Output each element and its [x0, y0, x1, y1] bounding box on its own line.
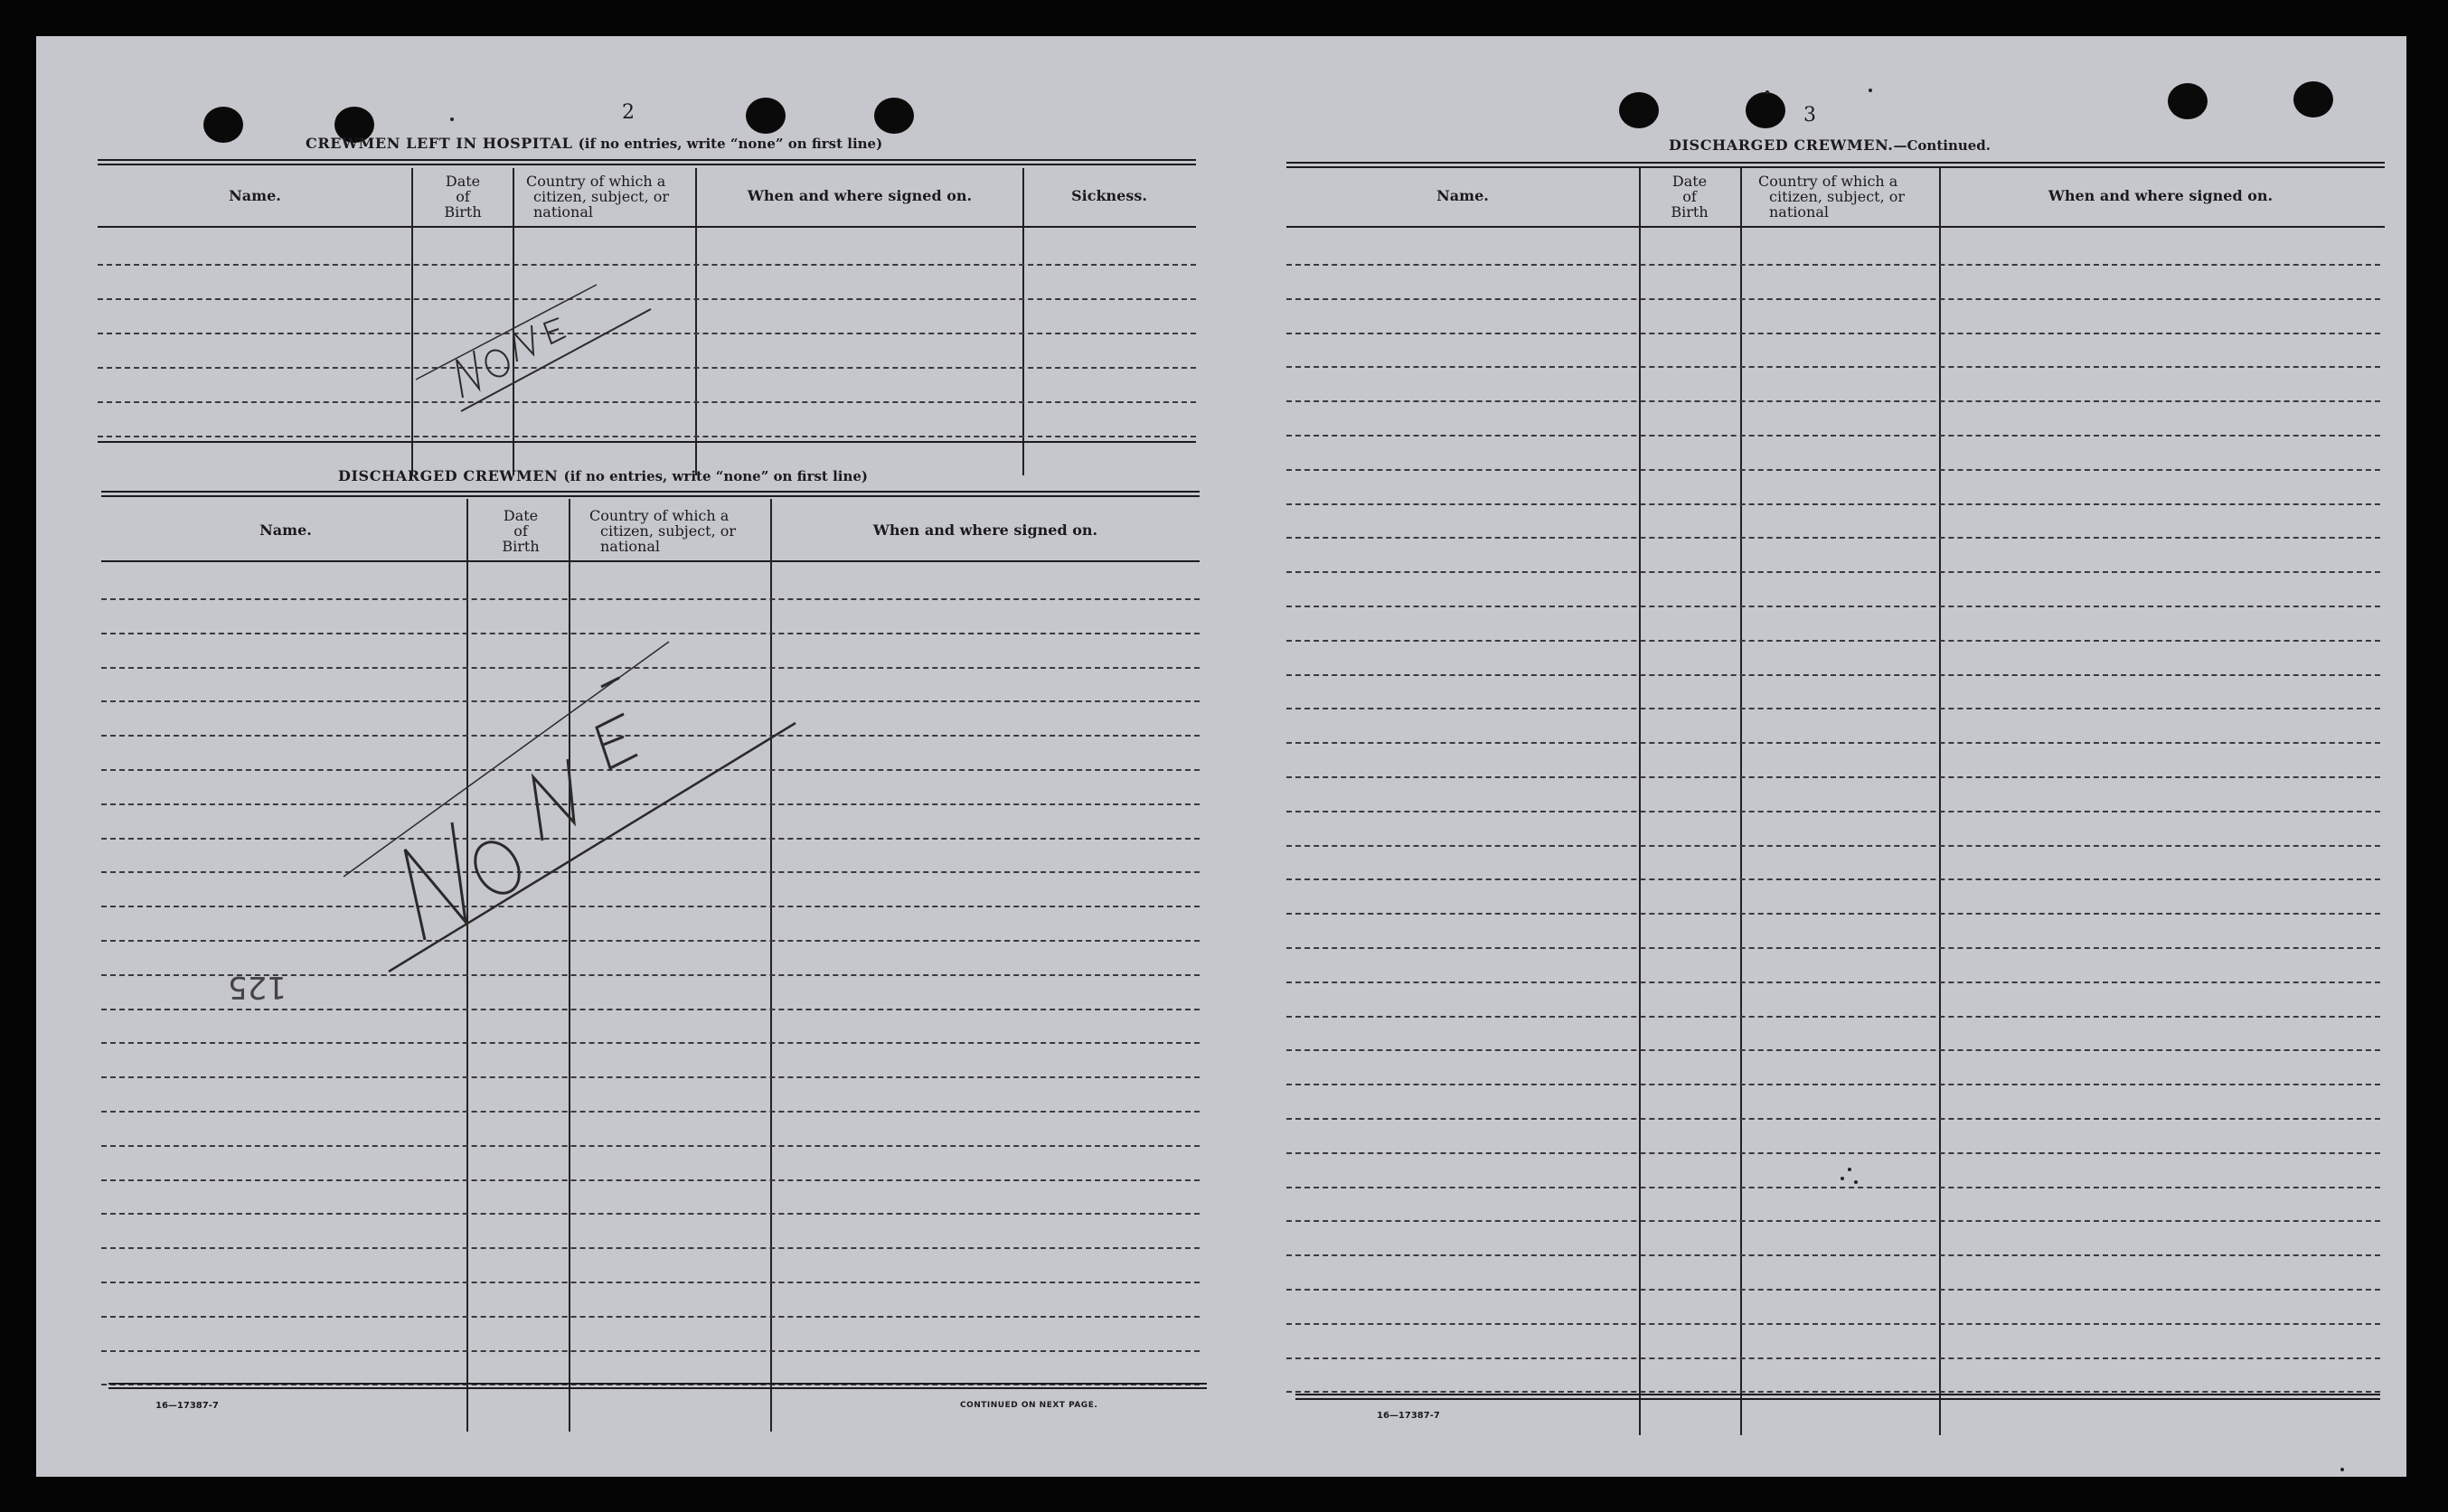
col-country-header: [571, 508, 772, 554]
ruled-line: [1286, 708, 2380, 709]
col-country-line: Country of which a: [1758, 173, 1898, 190]
ink-speck: [1854, 1180, 1858, 1184]
ruled-line: [1286, 264, 2380, 266]
ink-speck: [1841, 1177, 1844, 1180]
bottom-rule: [98, 441, 1196, 443]
handwritten-none-mark: [380, 253, 669, 434]
col-country-line: national: [1769, 203, 1829, 221]
column-divider: [1740, 168, 1742, 1435]
ruled-line: [1286, 1049, 2380, 1051]
ruled-line: [1286, 1152, 2380, 1154]
punch-hole: [203, 107, 243, 143]
ruled-line: [1286, 1289, 2380, 1291]
col-sickness-header: Sickness.: [1071, 187, 1147, 204]
ruled-line: [1286, 1254, 2380, 1256]
col-dob-header: [470, 508, 571, 554]
ruled-line: [101, 1213, 1200, 1215]
ruled-line: [1286, 1084, 2380, 1085]
ruled-line: [1286, 1323, 2380, 1325]
ruled-line: [1286, 1187, 2380, 1188]
ruled-line: [1286, 1118, 2380, 1120]
speck: [1765, 90, 1769, 94]
form-number: 16—17387-7: [1377, 1411, 1440, 1421]
ruled-line: [101, 1247, 1200, 1249]
col-dob-line: of: [456, 188, 470, 205]
col-signed-header: When and where signed on.: [872, 521, 1098, 539]
section-rule: [101, 491, 1200, 497]
hospital-section-title: [306, 135, 882, 152]
hospital-instruction: (if no entries, write “none” on first line): [578, 136, 883, 152]
ruled-line: [101, 1111, 1200, 1113]
column-divider: [1939, 168, 1941, 1435]
ruled-line: [1286, 640, 2380, 642]
speck: [450, 117, 454, 121]
column-divider: [695, 168, 697, 475]
speck: [1869, 89, 1872, 92]
ruled-line: [1286, 435, 2380, 437]
col-name-header: Name.: [229, 187, 281, 204]
header-rule: [1286, 226, 2385, 228]
section-rule: [1286, 162, 2385, 168]
col-dob-line: Date: [1671, 173, 1708, 190]
col-dob-line: Birth: [444, 203, 482, 221]
col-country-line: national: [533, 203, 593, 221]
discharged-instruction: (if no entries, write “none” on first line): [563, 468, 869, 484]
ruled-line: [1286, 298, 2380, 300]
col-country-line: Country of which a: [526, 173, 666, 190]
ruled-line: [101, 1145, 1200, 1147]
bottom-rule: [1295, 1394, 2380, 1400]
page-number: 3: [1803, 104, 1816, 127]
ruled-line: [101, 1009, 1200, 1010]
ruled-line: [1286, 1016, 2380, 1018]
ruled-line: [1286, 845, 2380, 847]
col-dob-header: [1639, 174, 1740, 220]
col-signed-header: When and where signed on.: [2048, 187, 2274, 204]
col-country-line: citizen, subject, or: [600, 522, 737, 540]
punch-hole: [2168, 83, 2208, 119]
col-country-line: citizen, subject, or: [533, 188, 670, 205]
ruled-line: [1286, 503, 2380, 505]
bottom-rule: [108, 1383, 1207, 1389]
col-dob-line: Date: [445, 173, 481, 190]
col-name-header: Name.: [1436, 187, 1489, 204]
discharged-section-title: [338, 467, 868, 484]
ruled-line: [1286, 981, 2380, 983]
ruled-line: [1286, 878, 2380, 880]
punch-hole: [1619, 92, 1659, 128]
col-dob-line: of: [1682, 188, 1697, 205]
ruled-line: [1286, 469, 2380, 471]
col-country-header: [513, 174, 696, 220]
hospital-title-text: CREWMEN LEFT IN HOSPITAL: [306, 135, 573, 152]
ruled-line: [101, 1076, 1200, 1078]
col-country-line: Country of which a: [589, 507, 730, 524]
ruled-line: [1286, 366, 2380, 368]
ruled-line: [1286, 674, 2380, 676]
ruled-line: [1286, 333, 2380, 334]
page-number: 2: [622, 101, 635, 124]
discharged-title-text: DISCHARGED CREWMEN: [338, 467, 559, 484]
title-text: DISCHARGED CREWMEN.: [1669, 136, 1894, 154]
col-name-header: Name.: [259, 521, 312, 539]
ruled-line: [98, 436, 1196, 437]
speck: [2340, 1468, 2344, 1471]
ruled-line: [101, 1282, 1200, 1283]
ruled-line: [1286, 776, 2380, 778]
ruled-line: [1286, 1220, 2380, 1222]
header-rule: [98, 226, 1196, 228]
page-3: [1221, 36, 2406, 1477]
page-2: [36, 36, 1221, 1477]
punch-hole: [2293, 81, 2333, 117]
header-rule: [101, 560, 1200, 562]
ruled-line: [101, 1316, 1200, 1318]
discharged-continued-title: [1669, 136, 1991, 154]
ruled-line: [1286, 811, 2380, 812]
ruled-line: [1286, 571, 2380, 573]
col-signed-header: When and where signed on.: [747, 187, 973, 204]
ruled-line: [1286, 913, 2380, 915]
ruled-line: [101, 1350, 1200, 1352]
margin-number: 125: [228, 969, 287, 1005]
col-dob-line: of: [513, 522, 528, 540]
ink-speck: [1848, 1168, 1851, 1171]
punch-hole: [874, 98, 914, 134]
col-dob-line: Date: [503, 507, 539, 524]
ruled-line: [101, 1042, 1200, 1044]
col-country-line: citizen, subject, or: [1769, 188, 1906, 205]
col-country-line: national: [600, 538, 660, 555]
ruled-line: [101, 1179, 1200, 1181]
ruled-line: [1286, 606, 2380, 607]
continued-note: CONTINUED ON NEXT PAGE.: [960, 1401, 1098, 1410]
punch-hole: [1746, 92, 1785, 128]
ruled-line: [1286, 400, 2380, 402]
ruled-line: [1286, 1357, 2380, 1359]
section-rule: [98, 159, 1196, 165]
column-divider: [1639, 168, 1641, 1435]
ruled-line: [1286, 947, 2380, 949]
punch-hole: [746, 98, 786, 134]
title-suffix: —Continued.: [1893, 137, 1991, 154]
col-country-header: [1740, 174, 1939, 220]
handwritten-none-mark: [325, 578, 832, 994]
col-dob-line: Birth: [1671, 203, 1709, 221]
document-sheet: [36, 36, 2406, 1477]
form-number: 16—17387-7: [155, 1401, 219, 1411]
col-dob-header: [412, 174, 513, 220]
ruled-line: [1286, 742, 2380, 744]
column-divider: [1022, 168, 1024, 475]
ruled-line: [1286, 537, 2380, 539]
col-dob-line: Birth: [502, 538, 540, 555]
